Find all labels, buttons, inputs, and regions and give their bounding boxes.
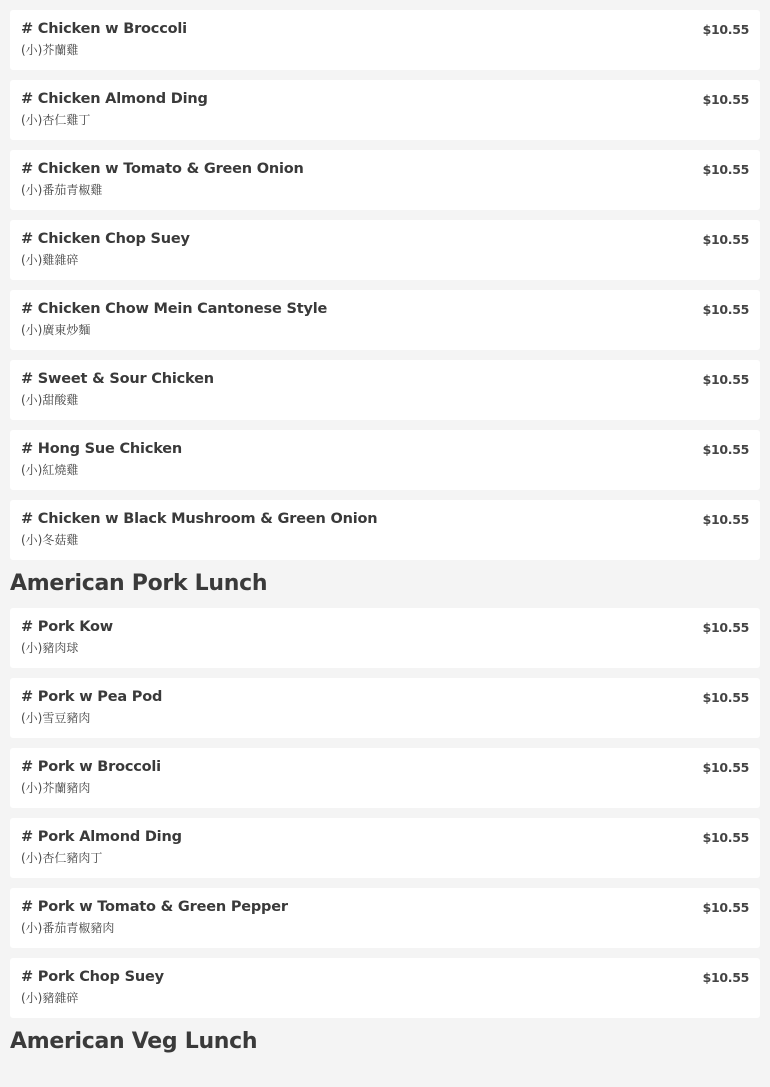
item-chinese-name: (小)芥蘭豬肉 xyxy=(21,781,91,795)
menu-item[interactable] xyxy=(10,500,760,560)
item-chinese-name: (小)杏仁豬肉丁 xyxy=(21,851,103,865)
item-price: $10.55 xyxy=(702,620,749,635)
item-price: $10.55 xyxy=(702,22,749,37)
menu-item[interactable] xyxy=(10,608,760,668)
item-chinese-name: (小)雪豆豬肉 xyxy=(21,711,91,725)
menu-section-pork xyxy=(10,560,760,1018)
menu-section-veg xyxy=(10,1018,760,1066)
menu-item[interactable] xyxy=(10,678,760,738)
item-price: $10.55 xyxy=(702,760,749,775)
item-price: $10.55 xyxy=(702,442,749,457)
item-chinese-name: (小)冬菇雞 xyxy=(21,533,79,547)
item-name: # Chicken w Tomato & Green Onion xyxy=(21,161,304,177)
menu-item[interactable] xyxy=(10,430,760,490)
item-chinese-name: (小)番茄青椒豬肉 xyxy=(21,921,115,935)
item-price: $10.55 xyxy=(702,302,749,317)
item-price: $10.55 xyxy=(702,372,749,387)
item-name: # Pork w Pea Pod xyxy=(21,689,163,705)
item-price: $10.55 xyxy=(702,162,749,177)
item-chinese-name: (小)廣東炒麵 xyxy=(21,323,91,337)
item-name: # Chicken Chop Suey xyxy=(21,231,190,247)
item-name: # Pork Kow xyxy=(21,619,113,635)
item-chinese-name: (小)芥蘭雞 xyxy=(21,43,79,57)
item-price: $10.55 xyxy=(702,92,749,107)
menu-item[interactable] xyxy=(10,748,760,808)
menu-item[interactable] xyxy=(10,150,760,210)
item-price: $10.55 xyxy=(702,512,749,527)
item-price: $10.55 xyxy=(702,970,749,985)
menu-item[interactable] xyxy=(10,360,760,420)
item-name: # Pork Almond Ding xyxy=(21,829,182,845)
menu-item[interactable] xyxy=(10,888,760,948)
item-name: # Pork Chop Suey xyxy=(21,969,164,985)
item-price: $10.55 xyxy=(702,830,749,845)
item-name: # Chicken w Black Mushroom & Green Onion xyxy=(21,511,378,527)
item-name: # Pork w Broccoli xyxy=(21,759,161,775)
item-price: $10.55 xyxy=(702,232,749,247)
item-name: # Chicken Chow Mein Cantonese Style xyxy=(21,301,328,317)
menu-item[interactable] xyxy=(10,80,760,140)
menu-item[interactable] xyxy=(10,220,760,280)
item-chinese-name: (小)杏仁雞丁 xyxy=(21,113,91,127)
menu-item[interactable] xyxy=(10,290,760,350)
item-chinese-name: (小)雞雜碎 xyxy=(21,253,79,267)
section-title: American Pork Lunch xyxy=(10,571,268,596)
item-name: # Chicken Almond Ding xyxy=(21,91,208,107)
item-chinese-name: (小)甜酸雞 xyxy=(21,393,79,407)
item-name: # Pork w Tomato & Green Pepper xyxy=(21,899,288,915)
item-name: # Hong Sue Chicken xyxy=(21,441,183,457)
item-price: $10.55 xyxy=(702,690,749,705)
menu-section-chicken xyxy=(10,10,760,560)
item-chinese-name: (小)番茄青椒雞 xyxy=(21,183,103,197)
menu-item[interactable] xyxy=(10,958,760,1018)
section-title: American Veg Lunch xyxy=(10,1029,258,1054)
item-chinese-name: (小)紅燒雞 xyxy=(21,463,79,477)
item-name: # Chicken w Broccoli xyxy=(21,21,187,37)
item-price: $10.55 xyxy=(702,900,749,915)
menu-list xyxy=(10,10,760,1066)
menu-item[interactable] xyxy=(10,10,760,70)
menu-item[interactable] xyxy=(10,818,760,878)
item-name: # Sweet & Sour Chicken xyxy=(21,371,214,387)
item-chinese-name: (小)豬雜碎 xyxy=(21,991,79,1005)
item-chinese-name: (小)豬肉球 xyxy=(21,641,79,655)
